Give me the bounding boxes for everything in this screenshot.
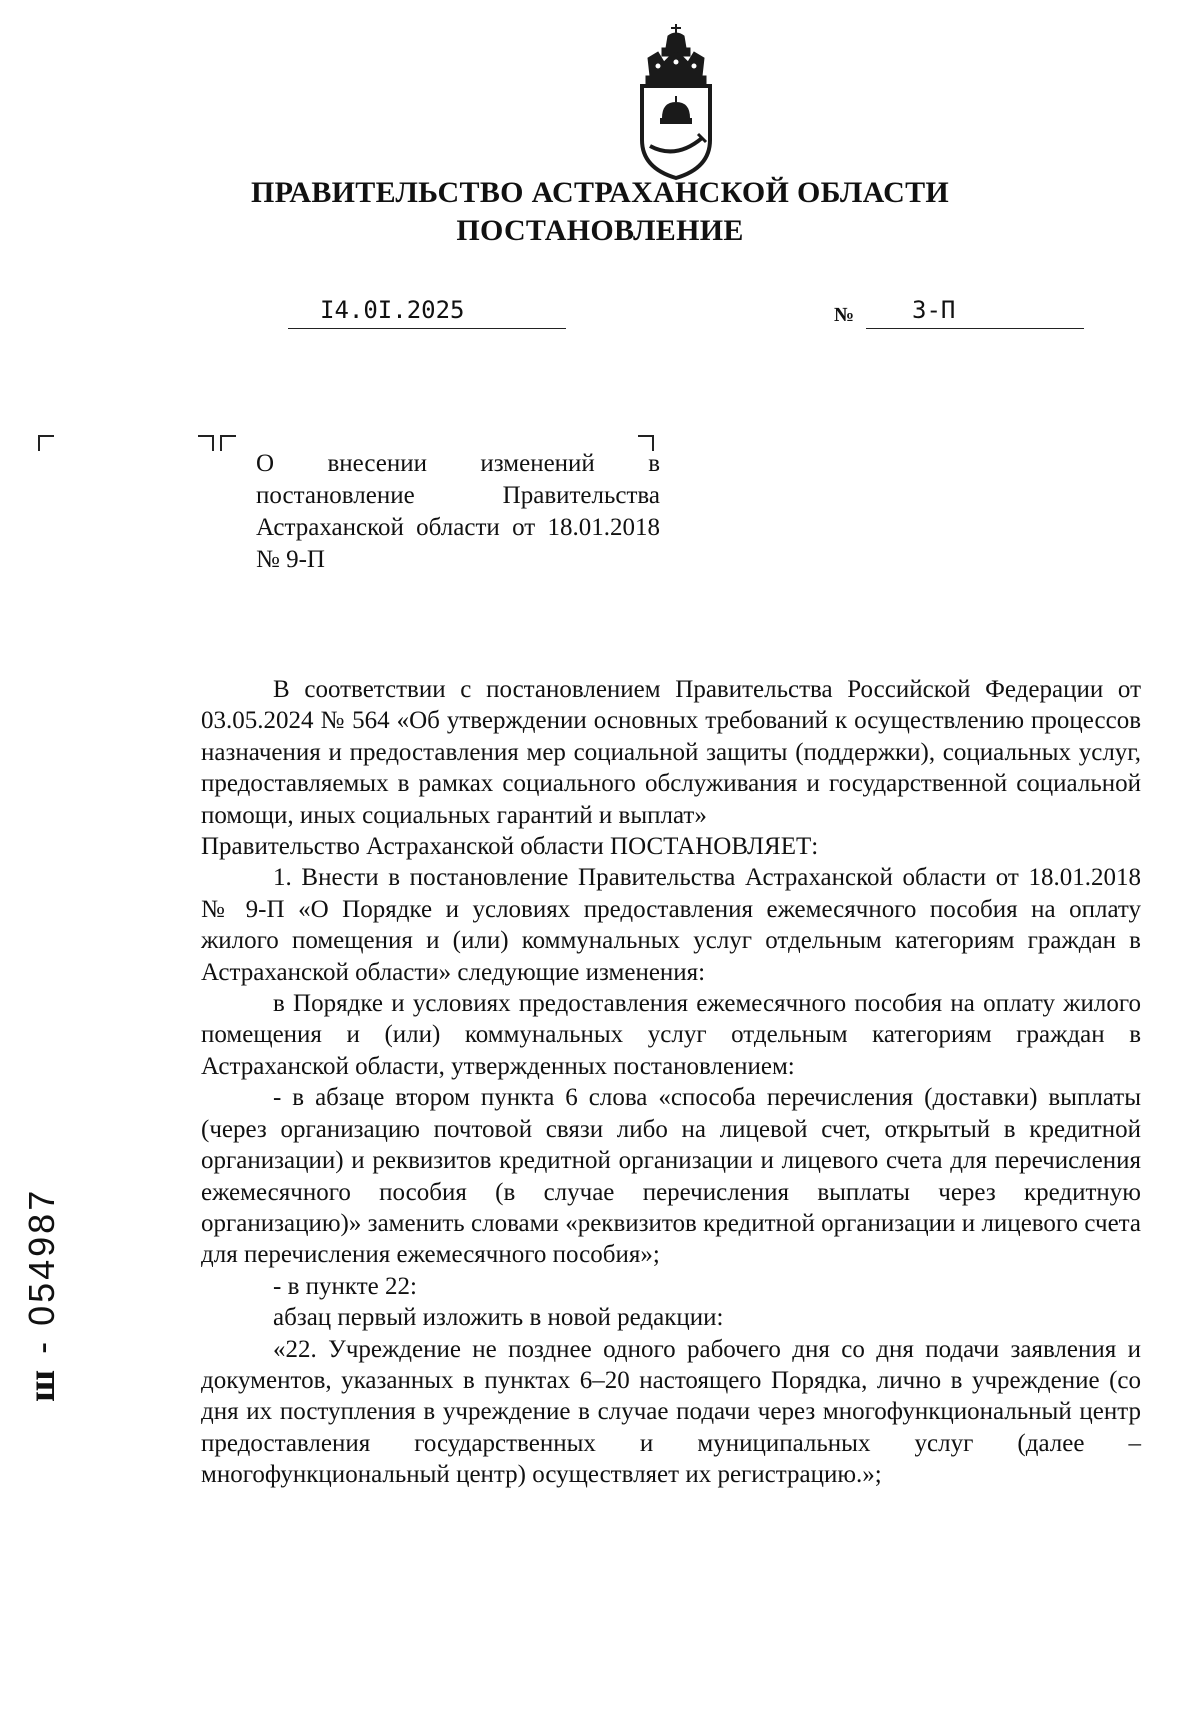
number-underline — [866, 298, 1084, 329]
paragraph: 1. Внести в постановление Правительства Астраханской области от 18.01.2018 № 9-П «О Порядке и условиях предоставления ежемесячного пособия на оплату жилого помещения и (или) коммунальных услуг отдельным категориям граждан в Астраханской области» следующие изменения: — [201, 864, 1141, 986]
document-body — [201, 674, 1141, 1491]
paragraph: в Порядке и условиях предоставления ежемесячного пособия на оплату жилого помещения и (или) коммунальных услуг отдельным категориям граждан в Астраханской области, утвержденных постановлением: — [201, 990, 1141, 1080]
serial-prefix: ш — [21, 1366, 63, 1402]
paragraph: «22. Учреждение не позднее одного рабочего дня со дня подачи заявления и документов, указанных в пунктах 6–20 настоящего Порядка, лично в учреждение (со дня их поступления в учреждение в случае подачи через многофункциональный центр предоставления государственных и муниципальных услуг (далее – многофункциональный центр) осуществляет их регистрацию.»; — [201, 1335, 1141, 1489]
corner-mark — [198, 435, 214, 451]
document-subject: О внесении изменений в постановление Правительства Астраханской области от 18.01.2018 № 9-П — [256, 450, 660, 573]
coat-of-arms-icon — [628, 22, 724, 182]
serial-number: - 054987 — [21, 1187, 62, 1354]
document-date: I4.0I.2025 — [320, 296, 465, 324]
paragraph: В соответствии с постановлением Правительства Российской Федерации от 03.05.2024 № 564 «Об утверждении основных требований к осуществлению процессов назначения и предоставления мер социальной защиты (поддержки), социальных услуг, предоставляемых в рамках социального обслуживания и государственной социальной помощи, иных социальных гарантий и выплат» — [201, 676, 1141, 829]
organization-title: ПРАВИТЕЛЬСТВО АСТРАХАНСКОЙ ОБЛАСТИ — [250, 176, 950, 209]
paragraph: - в абзаце втором пункта 6 слова «способа перечисления (доставки) выплаты (через организацию почтовой связи либо на лицевой счет, открытый в кредитной организации) и реквизитов кредитной организации и лицевого счета для перечисления ежемесячного пособия (в случае перечисления выплаты через кредитную организацию)» заменить словами «реквизитов кредитной организации и лицевого счета для перечисления ежемесячного пособия»; — [201, 1084, 1141, 1269]
corner-mark — [38, 435, 54, 451]
paragraph: абзац первый изложить в новой редакции: — [273, 1304, 724, 1332]
side-serial-number — [20, 1122, 66, 1402]
document-type-title: ПОСТАНОВЛЕНИЕ — [456, 214, 744, 247]
corner-mark — [220, 435, 236, 451]
paragraph: Правительство Астраханской области ПОСТАНОВЛЯЕТ: — [201, 833, 819, 861]
paragraph: - в пункте 22: — [273, 1272, 417, 1300]
document-number: 3-П — [912, 296, 956, 324]
number-label: № — [834, 304, 855, 326]
